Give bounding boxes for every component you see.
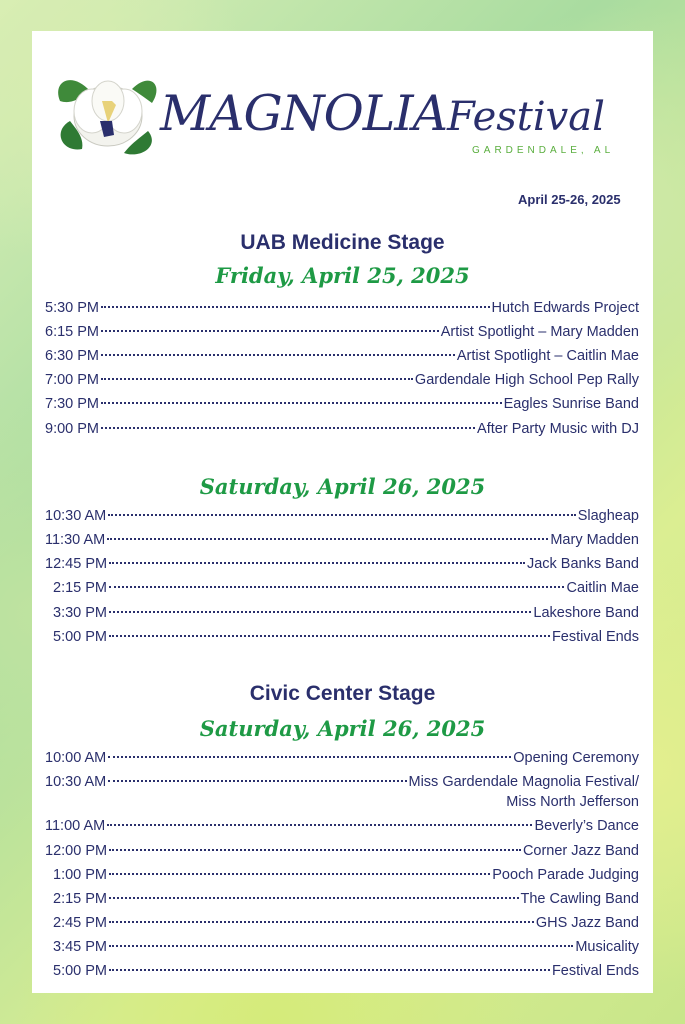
day-heading: Saturday, April 26, 2025 (199, 474, 486, 499)
act: Opening Ceremony (513, 750, 639, 766)
act: Corner Jazz Band (522, 843, 639, 859)
act: After Party Music with DJ (477, 421, 639, 437)
act: Eagles Sunrise Band (503, 396, 639, 412)
leader-dots (107, 538, 548, 540)
act: Festival Ends (551, 963, 639, 979)
leader-dots (108, 780, 406, 782)
leader-dots (101, 354, 455, 356)
schedule-row (45, 888, 639, 910)
leader-dots (109, 873, 490, 875)
leader-dots (101, 306, 490, 308)
brand-main: MAGNOLIA (160, 85, 448, 142)
time: 10:30 AM (45, 774, 107, 790)
stage-title: UAB Medicine Stage (240, 231, 445, 254)
festival-dates: April 25-26, 2025 (518, 192, 621, 207)
festival-logo (52, 61, 637, 207)
time: 3:45 PM (53, 939, 107, 955)
schedule-row (45, 321, 639, 343)
schedule-row (45, 936, 639, 958)
schedule-panel (32, 31, 653, 993)
act: Festival Ends (551, 629, 639, 645)
act: Artist Spotlight – Mary Madden (440, 324, 639, 340)
leader-dots (109, 945, 573, 947)
schedule-row (45, 297, 639, 319)
time: 11:00 AM (45, 818, 106, 834)
act: Caitlin Mae (566, 580, 639, 596)
leader-dots (108, 756, 511, 758)
time: 10:00 AM (45, 750, 107, 766)
schedule-row (45, 912, 639, 934)
time: 7:30 PM (45, 396, 99, 412)
schedule-row (45, 369, 639, 391)
act: Lakeshore Band (533, 605, 639, 621)
act: Hutch Edwards Project (491, 300, 639, 316)
time: 9:00 PM (45, 421, 99, 437)
time: 12:00 PM (45, 843, 108, 859)
time: 6:30 PM (45, 348, 99, 364)
time: 5:30 PM (45, 300, 99, 316)
time: 3:30 PM (53, 605, 107, 621)
time: 5:00 PM (53, 629, 107, 645)
day-heading: Saturday, April 26, 2025 (199, 716, 486, 741)
time: 10:30 AM (45, 508, 107, 524)
time: 5:00 PM (53, 963, 107, 979)
act: The Cawling Band (520, 891, 639, 907)
time: 2:45 PM (53, 915, 107, 931)
magnolia-flower-icon (52, 61, 164, 161)
time: 1:00 PM (53, 867, 107, 883)
schedule-row (45, 553, 639, 575)
act: Slagheap (577, 508, 639, 524)
schedule-row (45, 815, 639, 837)
leader-dots (107, 824, 532, 826)
schedule-row (45, 505, 639, 527)
leader-dots (109, 849, 521, 851)
leader-dots (101, 378, 413, 380)
time: 6:15 PM (45, 324, 99, 340)
act: Mary Madden (550, 532, 639, 548)
leader-dots (109, 897, 519, 899)
time: 2:15 PM (53, 580, 107, 596)
stage-title: Civic Center Stage (249, 682, 436, 705)
schedule-row (45, 960, 639, 982)
leader-dots (101, 402, 502, 404)
schedule-row (45, 626, 639, 648)
leader-dots (109, 635, 550, 637)
schedule-row (45, 418, 639, 440)
act: GHS Jazz Band (535, 915, 639, 931)
act-continuation: Miss North Jefferson (506, 794, 639, 810)
act: Pooch Parade Judging (492, 867, 639, 883)
brand-script: Festival (447, 94, 605, 140)
act: Musicality (575, 939, 639, 955)
time: 11:30 AM (45, 532, 106, 548)
time: 2:15 PM (53, 891, 107, 907)
leader-dots (109, 969, 550, 971)
location: GARDENDALE, AL (472, 145, 615, 156)
act: Gardendale High School Pep Rally (414, 372, 639, 388)
time: 12:45 PM (45, 556, 108, 572)
act: Beverly’s Dance (534, 818, 639, 834)
schedule-row (45, 771, 639, 793)
schedule-row (45, 840, 639, 862)
festival-wordmark (160, 85, 605, 142)
leader-dots (101, 330, 439, 332)
time: 7:00 PM (45, 372, 99, 388)
leader-dots (108, 514, 575, 516)
leader-dots (109, 611, 531, 613)
schedule-row (45, 864, 639, 886)
schedule-row (45, 393, 639, 415)
schedule-row (45, 747, 639, 769)
schedule-row (45, 577, 639, 599)
schedule-row (45, 345, 639, 367)
leader-dots (109, 586, 564, 588)
leader-dots (109, 562, 525, 564)
act: Artist Spotlight – Caitlin Mae (456, 348, 639, 364)
day-heading: Friday, April 25, 2025 (215, 263, 470, 288)
schedule-row (45, 602, 639, 624)
leader-dots (101, 427, 475, 429)
act: Jack Banks Band (526, 556, 639, 572)
leader-dots (109, 921, 534, 923)
act: Miss Gardendale Magnolia Festival/ (408, 774, 639, 790)
schedule-row (45, 529, 639, 551)
